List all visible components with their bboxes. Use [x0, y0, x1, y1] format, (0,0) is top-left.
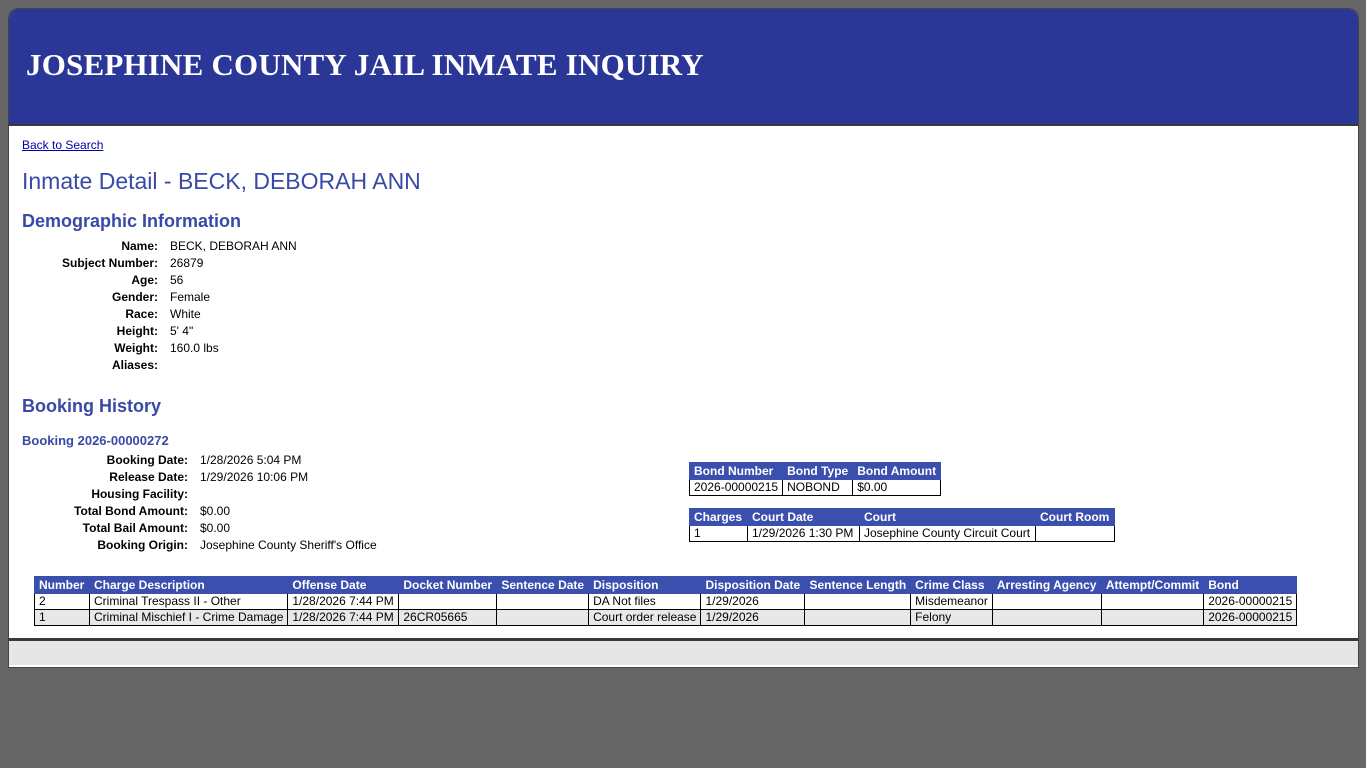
demographic-heading: Demographic Information — [22, 211, 242, 231]
table-row — [690, 526, 1115, 542]
table-cell: Criminal Trespass II - Other — [90, 594, 288, 610]
table-cell: 1/29/2026 — [701, 610, 805, 626]
table-cell: 1 — [690, 526, 748, 542]
table-cell: 1/28/2026 7:44 PM — [288, 610, 399, 626]
booking-fields — [22, 452, 500, 554]
field-row — [22, 452, 500, 469]
table-cell: 2026-00000215 — [1204, 594, 1297, 610]
table-cell: 1/29/2026 — [701, 594, 805, 610]
column-header: Court — [860, 509, 1036, 526]
field-value: BECK, DEBORAH ANN — [170, 239, 297, 253]
column-header: Charges — [690, 509, 748, 526]
table-header-row — [690, 463, 941, 480]
table-cell — [805, 610, 911, 626]
field-label: Weight: — [114, 341, 158, 355]
field-row — [22, 503, 500, 520]
field-label: Gender: — [111, 290, 158, 304]
table-cell: 1/29/2026 1:30 PM — [748, 526, 860, 542]
field-value: Female — [170, 290, 211, 304]
field-value: 56 — [170, 273, 184, 287]
field-label: Subject Number: — [61, 256, 158, 270]
page-frame — [8, 8, 1359, 668]
booking-heading: Booking 2026-00000272 — [22, 433, 169, 448]
column-header: Disposition — [589, 577, 701, 594]
field-value: Josephine County Sheriff's Office — [200, 538, 377, 552]
field-row — [22, 340, 470, 357]
table-cell: Felony — [911, 610, 993, 626]
table-header-row — [690, 509, 1115, 526]
field-value: $0.00 — [200, 521, 231, 535]
table-header-row — [35, 577, 1297, 594]
table-cell — [1036, 526, 1115, 542]
column-header: Number — [35, 577, 90, 594]
field-label: Height: — [116, 324, 158, 338]
table-cell: 2 — [35, 594, 90, 610]
table-cell — [497, 594, 589, 610]
field-row — [22, 255, 470, 272]
field-row — [22, 537, 500, 554]
demographic-fields — [22, 238, 470, 374]
field-label: Booking Origin: — [97, 538, 188, 552]
table-cell: Criminal Mischief I - Crime Damage — [90, 610, 288, 626]
field-row — [22, 469, 500, 486]
table-cell: 26CR05665 — [399, 610, 497, 626]
table-cell — [1101, 594, 1203, 610]
column-header: Arresting Agency — [992, 577, 1101, 594]
column-header: Disposition Date — [701, 577, 805, 594]
table-cell: $0.00 — [853, 480, 941, 496]
field-label: Total Bail Amount: — [82, 521, 188, 535]
column-header: Bond — [1204, 577, 1297, 594]
field-label: Total Bond Amount: — [74, 504, 188, 518]
field-row — [22, 486, 500, 503]
field-value: 5' 4" — [170, 324, 194, 338]
table-cell: 1/28/2026 7:44 PM — [288, 594, 399, 610]
field-label: Booking Date: — [106, 453, 188, 467]
table-cell: Court order release — [589, 610, 701, 626]
field-value — [170, 357, 470, 374]
table-cell: Misdemeanor — [911, 594, 993, 610]
booking-history-heading: Booking History — [22, 396, 162, 416]
table-cell: NOBOND — [783, 480, 853, 496]
back-to-search-link[interactable]: Back to Search — [22, 138, 104, 152]
field-value: 160.0 lbs — [170, 341, 219, 355]
field-row — [22, 238, 470, 255]
field-label: Aliases: — [111, 358, 158, 372]
field-label: Release Date: — [109, 470, 188, 484]
column-header: Charge Description — [90, 577, 288, 594]
table-cell — [992, 594, 1101, 610]
field-value: 26879 — [170, 256, 204, 270]
field-label: Race: — [125, 307, 158, 321]
table-cell: 2026-00000215 — [690, 480, 783, 496]
table-cell — [497, 610, 589, 626]
site-title: JOSEPHINE COUNTY JAIL INMATE INQUIRY — [26, 47, 704, 82]
field-row — [22, 357, 470, 374]
field-value: 1/28/2026 5:04 PM — [200, 453, 302, 467]
table-cell — [805, 594, 911, 610]
field-value — [200, 486, 500, 503]
table-row — [690, 480, 941, 496]
field-value: White — [170, 307, 201, 321]
court-table — [689, 508, 1115, 542]
charges-table — [34, 576, 1297, 626]
table-row — [35, 594, 1297, 610]
column-header: Attempt/Commit — [1101, 577, 1203, 594]
field-row — [22, 272, 470, 289]
field-label: Name: — [121, 239, 158, 253]
column-header: Court Date — [748, 509, 860, 526]
column-header: Crime Class — [911, 577, 993, 594]
table-cell: Josephine County Circuit Court — [860, 526, 1036, 542]
column-header: Sentence Length — [805, 577, 911, 594]
field-row — [22, 323, 470, 340]
table-row — [35, 610, 1297, 626]
field-row — [22, 289, 470, 306]
table-cell — [399, 594, 497, 610]
column-header: Sentence Date — [497, 577, 589, 594]
table-cell: 1 — [35, 610, 90, 626]
column-header: Bond Amount — [853, 463, 941, 480]
field-value: $0.00 — [200, 504, 231, 518]
table-cell — [992, 610, 1101, 626]
footer-bar — [9, 641, 1358, 665]
page-title: Inmate Detail - BECK, DEBORAH ANN — [22, 168, 421, 194]
table-cell: DA Not files — [589, 594, 701, 610]
field-label: Housing Facility: — [91, 487, 188, 501]
table-cell: 2026-00000215 — [1204, 610, 1297, 626]
site-header — [9, 9, 1358, 126]
column-header: Bond Type — [783, 463, 853, 480]
field-label: Age: — [131, 273, 158, 287]
column-header: Court Room — [1036, 509, 1115, 526]
main-content — [9, 126, 1358, 641]
column-header: Offense Date — [288, 577, 399, 594]
field-value: 1/29/2026 10:06 PM — [200, 470, 309, 484]
field-row — [22, 520, 500, 537]
column-header: Bond Number — [690, 463, 783, 480]
table-cell — [1101, 610, 1203, 626]
field-row — [22, 306, 470, 323]
bond-table — [689, 462, 941, 496]
column-header: Docket Number — [399, 577, 497, 594]
